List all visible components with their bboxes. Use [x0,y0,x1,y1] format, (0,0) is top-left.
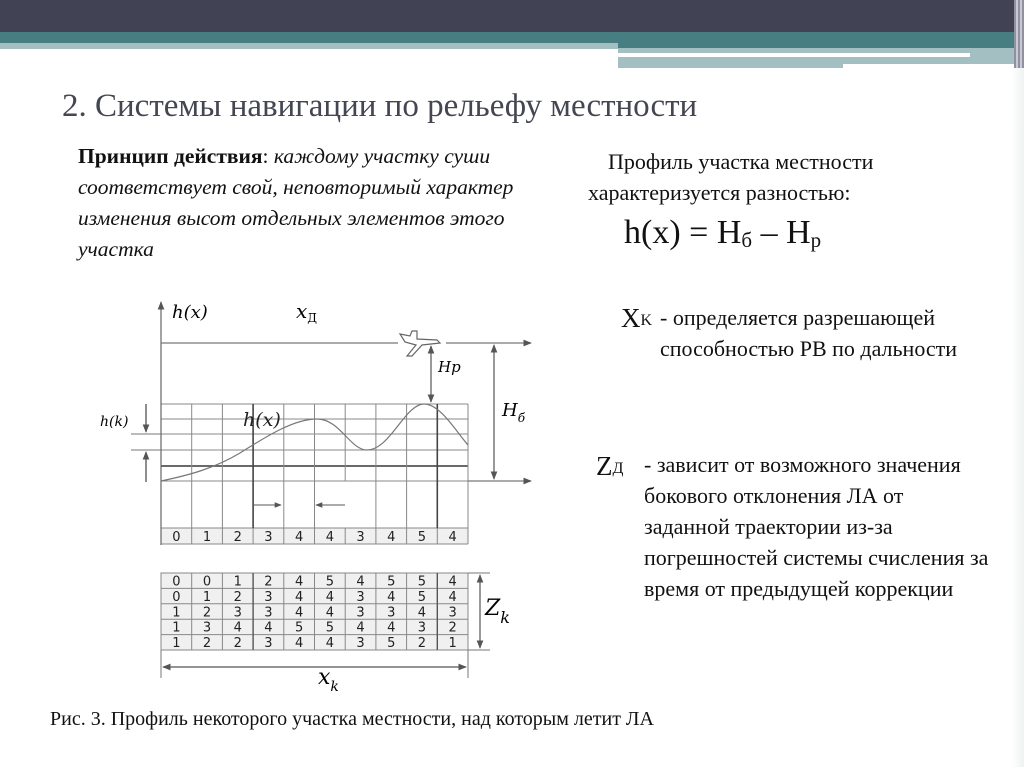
profile-cell: 0 [172,530,181,545]
xd-label [296,299,317,325]
hb-label [501,400,526,425]
height-matrix [161,573,468,651]
profile-cell: 4 [325,530,334,545]
curve-label: h(x) [243,409,281,431]
profile-grid [161,404,468,545]
principle-text: участку суши соответствует свой, неповторимый характер изменения высот отдельных элементов этого участка [78,144,514,261]
matrix-cell: 2 [233,636,242,652]
matrix-cell: 4 [295,589,304,605]
matrix-cell: 1 [233,574,242,590]
xk-symbol-sub: K [640,312,653,329]
matrix-cell: 5 [325,620,334,636]
matrix-cell: 1 [172,620,181,636]
matrix-cell: 2 [448,620,457,636]
formula-lhs: h(x) = H [624,214,742,251]
matrix-cell: 3 [233,605,242,621]
matrix-cell: 5 [325,574,334,590]
matrix-cell: 1 [172,605,181,621]
matrix-cell: 3 [387,605,396,621]
matrix-cell: 4 [417,605,427,621]
profile-description: Профиль участка местности характеризуется разностью: [588,149,874,205]
matrix-cell: 3 [264,589,273,605]
xd-label-sub: Д [307,311,318,325]
profile-cell: 4 [295,530,304,545]
matrix-cell: 3 [264,605,273,621]
matrix-cell: 1 [172,636,181,652]
matrix-cell: 4 [325,636,334,652]
xk-label-main: x [318,665,331,690]
matrix-cell: 4 [448,574,457,590]
zd-description: - зависит от возможного значения бокового отклонения ЛА от заданной траектории из-за погрешностей системы счисления за время от предыдущей коррекции [644,452,989,601]
slide-title: 2. Системы навигации по рельефу местности [62,88,698,124]
matrix-cell: 4 [295,574,304,590]
matrix-cell: 4 [295,605,304,621]
matrix-cell: 1 [202,589,212,605]
hk-label: h(k) [100,414,129,430]
matrix-cell: 1 [448,636,457,652]
matrix-cell: 4 [356,574,365,590]
matrix-cell: 4 [325,605,334,621]
matrix-cell: 2 [202,605,212,621]
matrix-cell: 2 [264,574,273,590]
matrix-cell: 0 [172,589,181,605]
profile-cell: 3 [356,530,365,545]
profile-cell: 2 [233,530,242,545]
zk-label [484,596,510,627]
matrix-cell: 5 [295,620,304,636]
xk-symbol-main: X [621,303,641,333]
zk-label-main: Z [485,596,501,621]
formula-minus: – H [752,214,811,251]
formula-sub-b: б [741,228,753,252]
principle-colon: : [262,144,269,168]
xk-description: - определяется разрешающей способностью РВ по дальности [660,305,958,361]
formula-sub-p: p [810,228,822,252]
zd-symbol-sub: Д [612,460,624,477]
profile-cell: 5 [417,530,427,545]
matrix-cell: 3 [417,620,427,636]
matrix-cell: 5 [417,574,427,590]
zk-label-sub: k [500,608,510,627]
xk-label [318,665,339,695]
matrix-cell: 3 [202,620,212,636]
profile-cell: 1 [202,530,212,545]
hp-label: Hp [438,358,461,376]
xk-label-sub: k [330,679,339,695]
figure-caption: Рис. 3. Профиль некоторого участка местности, над которым летит ЛА [50,708,654,730]
hb-label-sub: б [517,411,526,425]
matrix-cell: 5 [387,574,396,590]
matrix-cell: 4 [233,620,242,636]
matrix-cell: 3 [356,636,365,652]
matrix-cell: 2 [233,589,242,605]
matrix-cell: 0 [172,574,181,590]
matrix-cell: 2 [202,636,212,652]
matrix-cell: 4 [387,620,396,636]
matrix-cell: 4 [448,589,457,605]
matrix-cell: 4 [264,620,273,636]
principle-label: Принцип действия [78,144,263,168]
matrix-cell: 5 [387,636,396,652]
aircraft-icon [400,331,440,356]
matrix-cell: 4 [295,636,304,652]
matrix-cell: 4 [325,589,334,605]
matrix-cell: 0 [202,574,212,590]
zd-symbol-main: Z [596,451,613,481]
matrix-cell: 4 [356,620,365,636]
matrix-cell: 3 [356,589,365,605]
matrix-cell: 3 [356,605,365,621]
matrix-cell: 5 [417,589,427,605]
profile-cell: 4 [448,530,457,545]
h-axis-label: h(x) [172,302,208,323]
matrix-cell: 2 [417,636,427,652]
xd-label-main: x [296,299,308,323]
matrix-cell: 4 [387,589,396,605]
profile-cell: 4 [387,530,396,545]
principle-text-line1: каждому [268,144,359,168]
hb-label-main: H [502,400,518,421]
matrix-cell: 3 [448,605,457,621]
profile-cell: 3 [264,530,273,545]
matrix-cell: 3 [264,636,273,652]
